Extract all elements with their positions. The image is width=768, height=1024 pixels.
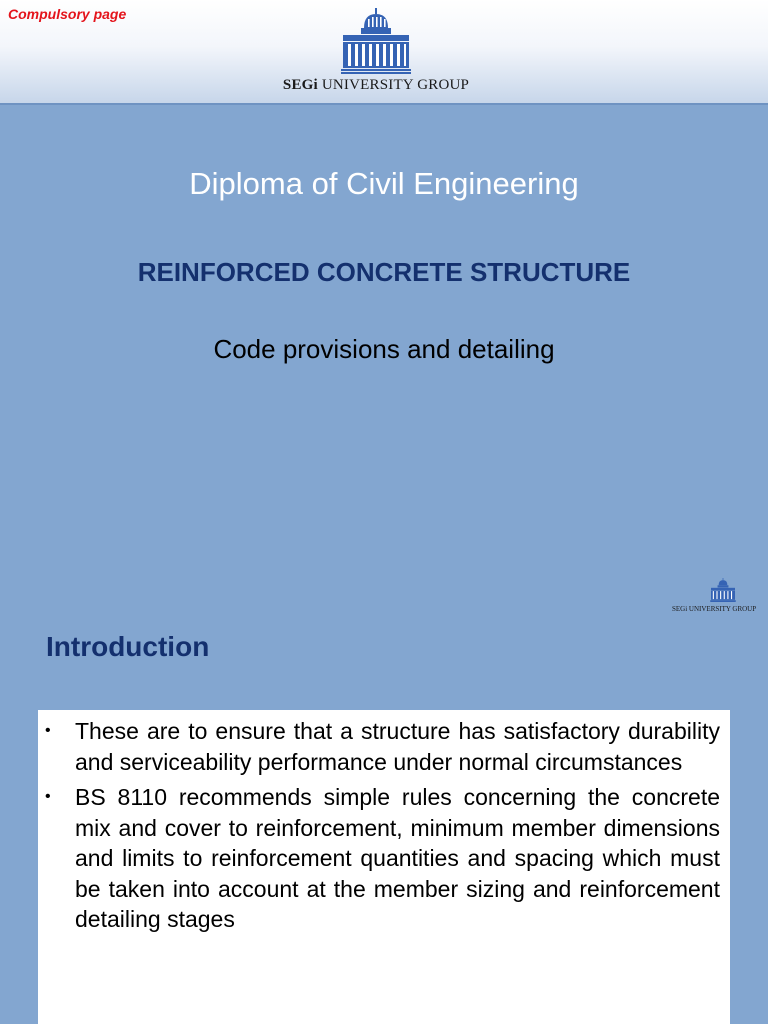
university-building-icon	[706, 578, 740, 602]
bullet-text: These are to ensure that a structure has satisfactory durability and serviceability performance under normal circumstances	[75, 718, 720, 775]
content-box	[38, 710, 730, 1024]
compulsory-page-label: Compulsory page	[8, 6, 127, 22]
list-item	[45, 716, 720, 777]
slide-header-band	[0, 0, 768, 103]
introduction-slide	[0, 576, 768, 1024]
diploma-title: Diploma of Civil Engineering	[189, 166, 579, 201]
brand-name-rest: UNIVERSITY GROUP	[317, 77, 470, 93]
bullet-marker: •	[45, 722, 51, 739]
bullet-marker: •	[45, 788, 51, 805]
brand-name-bold: SEGi	[282, 77, 318, 93]
topic-subtitle: Code provisions and detailing	[213, 334, 555, 364]
brand-name	[250, 77, 502, 94]
bullet-text: BS 8110 recommends simple rules concerning the concrete mix and cover to reinforcement, minimum member dimensions and limits to reinforcement quantities and spacing which must be taken into account at the member sizing and reinforcement detailing stages	[75, 784, 720, 932]
brand-name-small: SEGi UNIVERSITY GROUP	[672, 605, 757, 613]
university-building-icon	[341, 8, 411, 74]
bullet-list	[38, 710, 730, 935]
section-heading: Introduction	[46, 631, 210, 662]
list-item	[45, 782, 720, 935]
course-title: REINFORCED CONCRETE STRUCTURE	[137, 257, 631, 287]
header-divider	[0, 103, 768, 105]
